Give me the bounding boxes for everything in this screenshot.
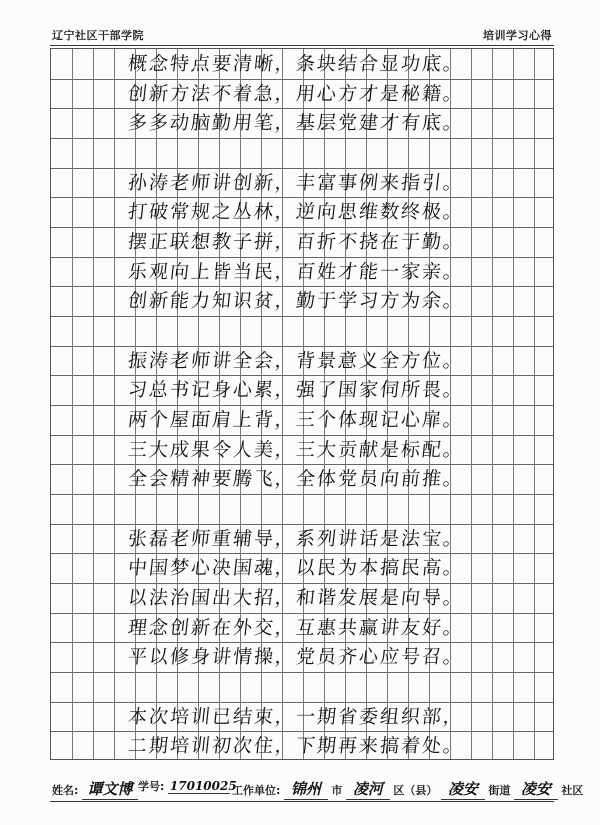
name-value: 谭文博 — [82, 778, 138, 800]
student-id-label: 学号: — [138, 780, 165, 793]
grid-column-line — [93, 49, 94, 759]
handwritten-line: 习总书记身心累，强了国家伺所畏。 — [126, 379, 466, 402]
header-divider — [50, 45, 554, 46]
handwritten-line: 三大成果令人美，三大贡献是标配。 — [126, 438, 466, 461]
handwritten-line: 摆正联想教子拼，百折不挠在于勤。 — [126, 230, 466, 253]
city-value: 锦州 — [284, 778, 328, 800]
district-value: 凌河 — [346, 778, 390, 800]
footer-info — [52, 778, 584, 800]
grid-row-line — [51, 227, 553, 228]
handwritten-line: 以法治国出大招，和谐发展是向导。 — [126, 586, 466, 609]
handwritten-line: 张磊老师重辅导，系列讲话是法宝。 — [126, 527, 466, 550]
handwritten-line: 两个屋面肩上背，三个体现记心扉。 — [126, 408, 466, 431]
handwritten-line: 全会精神要腾飞，全体党员向前推。 — [126, 468, 466, 491]
grid-row-line — [51, 702, 553, 703]
handwritten-line: 理念创新在外交，互惠共赢讲友好。 — [126, 616, 466, 639]
grid-row-line — [51, 138, 553, 139]
handwritten-line: 孙涛老师讲创新，丰富事例来指引。 — [126, 171, 466, 194]
grid-column-line — [534, 49, 535, 759]
grid-column-line — [72, 49, 73, 759]
grid-row-line — [51, 494, 553, 495]
handwritten-line: 创新能力知识贫，勤于学习方为余。 — [126, 290, 466, 313]
handwritten-line: 多多动脑勤用笔，基层党建才有底。 — [126, 112, 466, 135]
community-value: 凌安 — [514, 778, 558, 800]
footer-divider — [50, 801, 554, 802]
handwritten-line: 振涛老师讲全会，背景意义全方位。 — [126, 349, 466, 372]
student-id-field — [138, 778, 237, 794]
grid-row-line — [51, 435, 553, 436]
grid-row-line — [51, 524, 553, 525]
handwritten-line: 二期培训初次住，下期再来搞着处。 — [126, 735, 466, 758]
street-value: 凌安 — [441, 778, 485, 800]
grid-row-line — [51, 79, 553, 80]
institution-name: 辽宁社区干部学院 — [52, 29, 144, 42]
street-suffix: 街道 — [488, 784, 511, 797]
handwritten-line: 中国梦心决国魂，以民为本搞民高。 — [126, 557, 466, 580]
grid-row-line — [51, 613, 553, 614]
grid-column-line — [114, 49, 115, 759]
name-field — [52, 778, 138, 800]
handwritten-line: 打破常规之丛林，逆向思维数终极。 — [126, 201, 466, 224]
community-suffix: 社区 — [561, 784, 584, 797]
handwritten-line: 乐观向上皆当民，百姓才能一家亲。 — [126, 260, 466, 283]
grid-row-line — [51, 316, 553, 317]
work-unit-field — [232, 778, 583, 800]
handwritten-line: 平以修身讲情操，党员齐心应号召。 — [126, 646, 466, 669]
handwritten-line: 本次培训已结束，一期省委组织部， — [126, 705, 466, 728]
district-suffix: 区（县） — [393, 784, 438, 797]
work-unit-label: 工作单位: — [232, 784, 281, 797]
document-title: 培训学习心得 — [483, 29, 552, 42]
grid-row-line — [51, 346, 553, 347]
name-label: 姓名: — [52, 784, 79, 797]
grid-column-line — [513, 49, 514, 759]
handwritten-line: 概念特点要清晰，条块结合显功底。 — [126, 52, 466, 75]
grid-row-line — [51, 168, 553, 169]
grid-row-line — [51, 405, 553, 406]
grid-column-line — [471, 49, 472, 759]
student-id-value: 17010025 — [169, 779, 237, 793]
grid-column-line — [492, 49, 493, 759]
grid-row-line — [51, 672, 553, 673]
handwritten-line: 创新方法不着急，用心方才是秘籍。 — [126, 82, 466, 105]
city-suffix: 市 — [331, 784, 343, 797]
grid-row-line — [51, 257, 553, 258]
grid-row-line — [51, 583, 553, 584]
